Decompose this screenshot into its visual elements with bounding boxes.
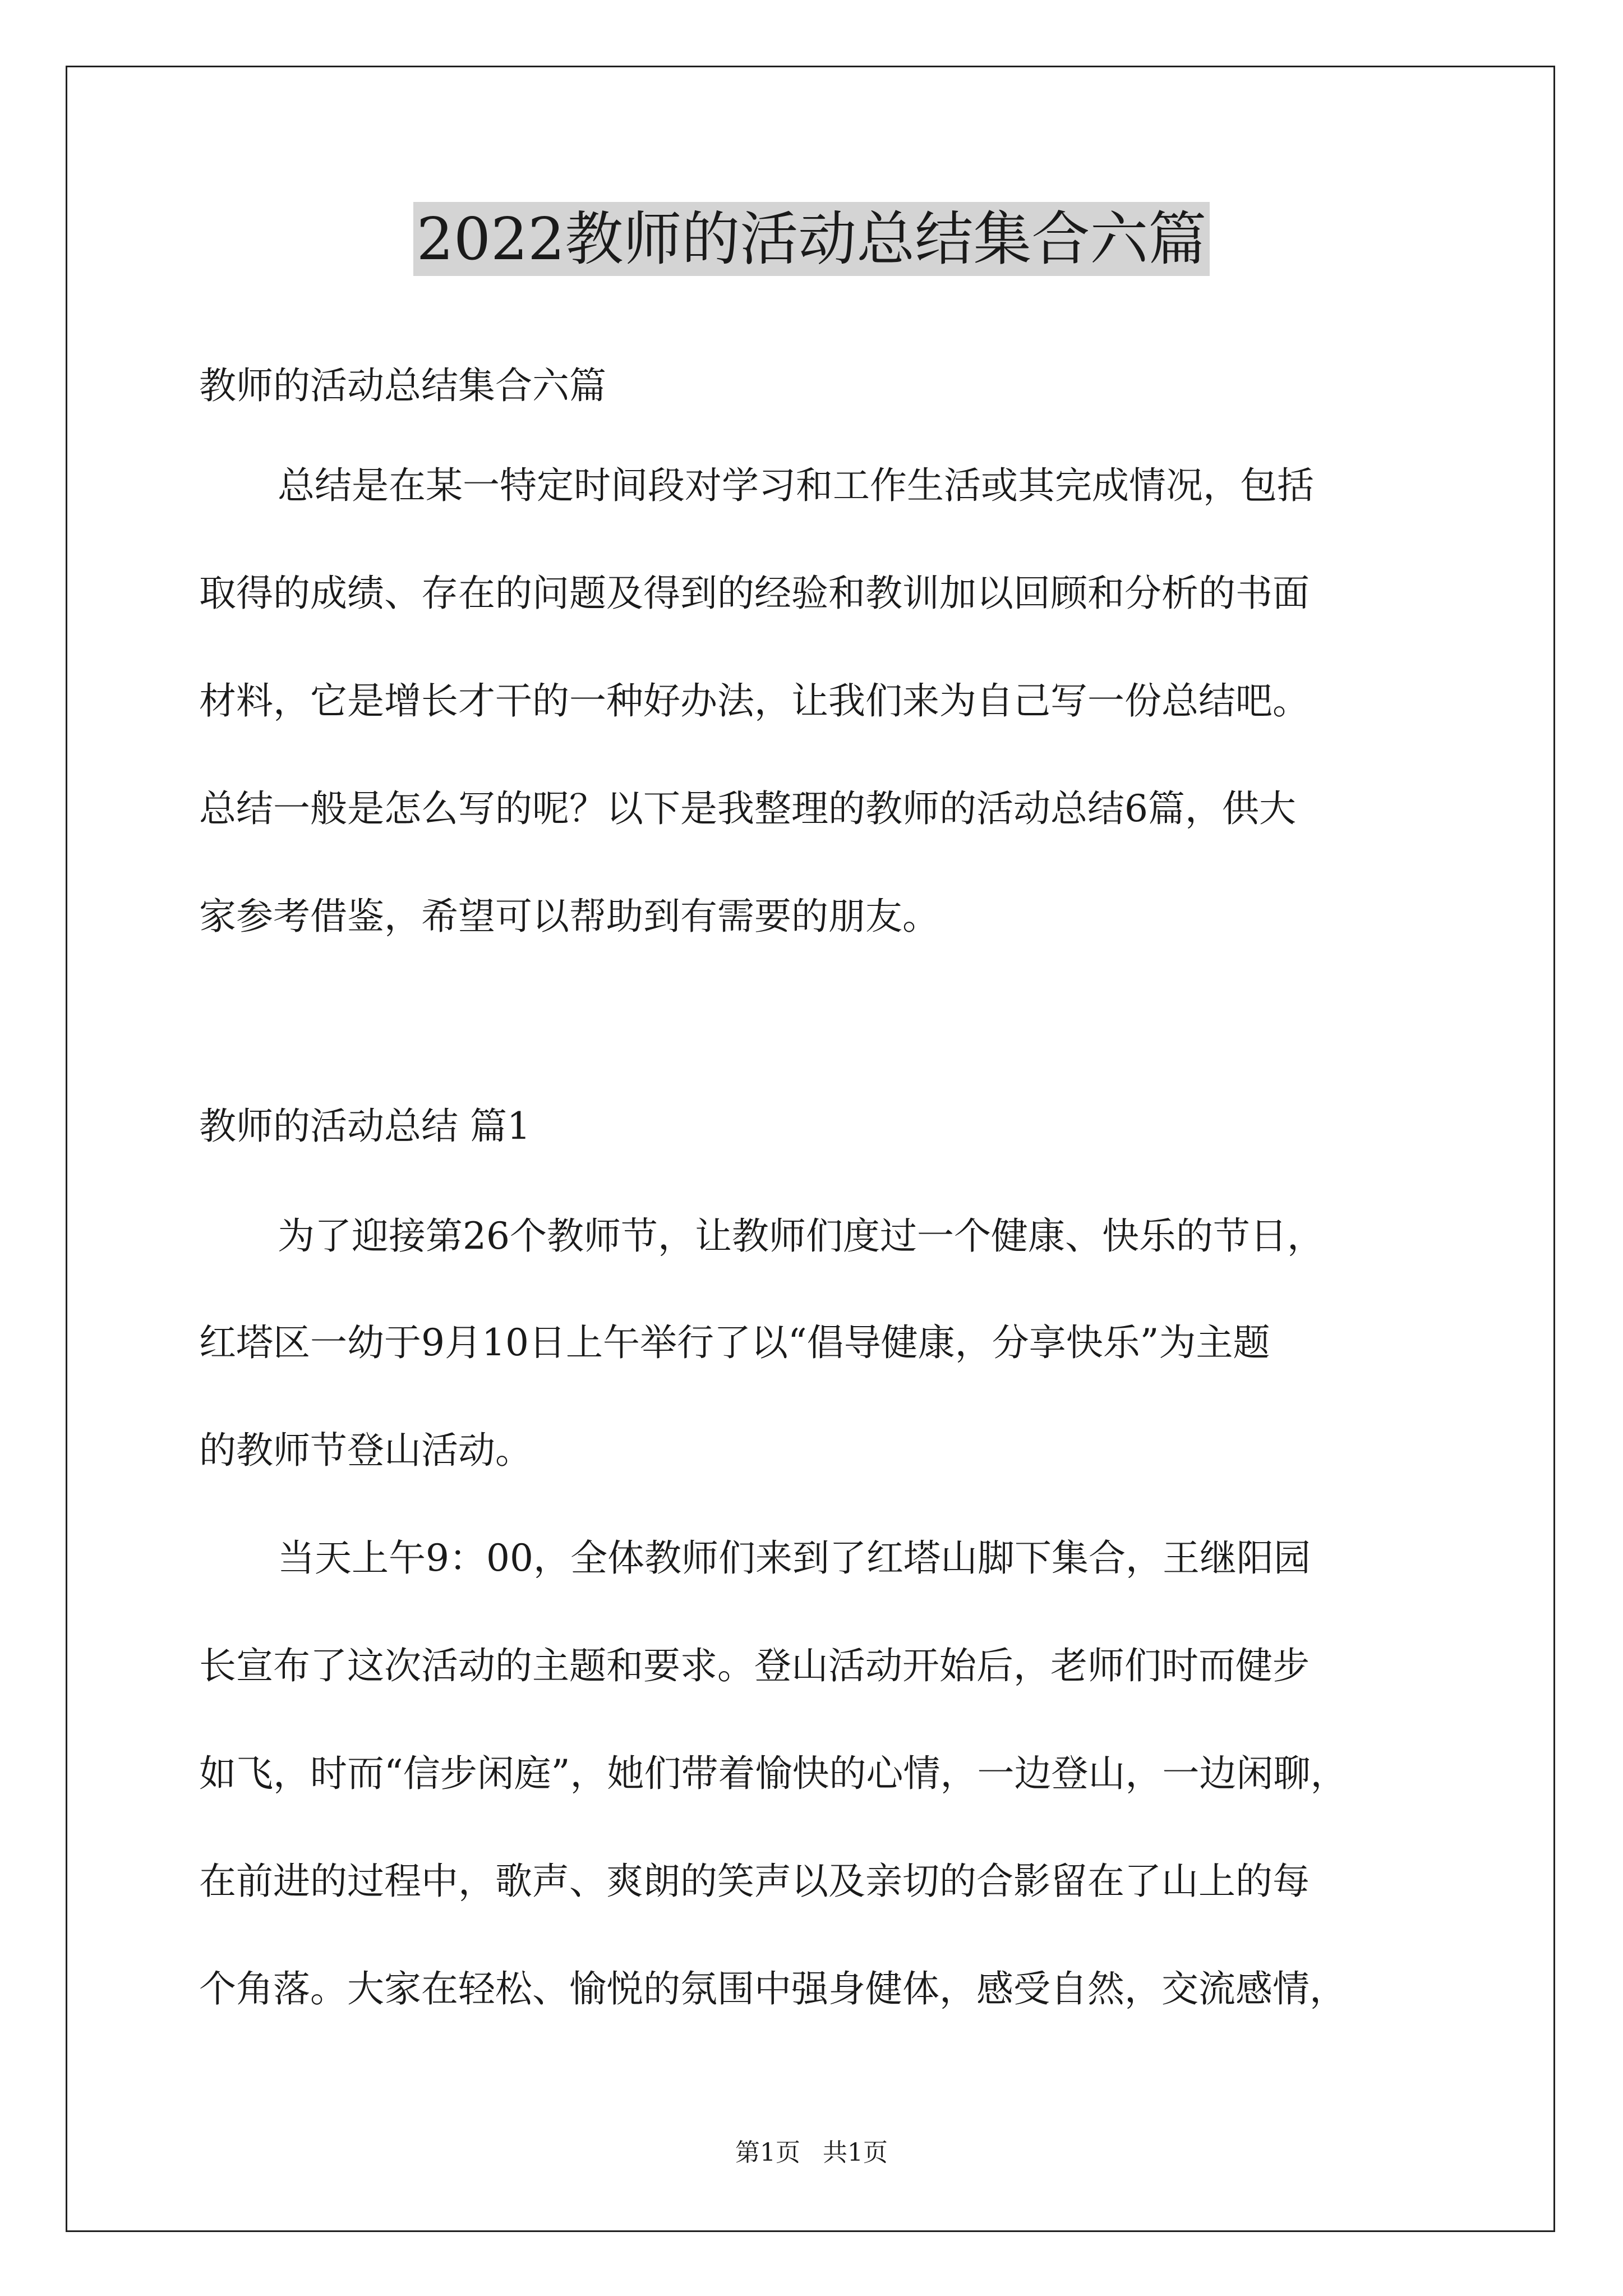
title-container: [0, 202, 1623, 276]
document-subtitle: 教师的活动总结集合六篇: [199, 364, 606, 407]
paragraph-line: 红塔区一幼于9月10日上午举行了以“倡导健康，分享快乐”为主题: [199, 1321, 1270, 1364]
paragraph-line: 总结一般是怎么写的呢？以下是我整理的教师的活动总结6篇，供大: [199, 787, 1296, 830]
document-title: 2022教师的活动总结集合六篇: [413, 202, 1210, 276]
paragraph-line: 在前进的过程中，歌声、爽朗的笑声以及亲切的合影留在了山上的每: [199, 1860, 1310, 1903]
paragraph-line: 个角落。大家在轻松、愉悦的氛围中强身健体，感受自然，交流感情，: [199, 1967, 1347, 2010]
page-total: 共1页: [823, 2138, 888, 2167]
paragraph-line: 总结是在某一特定时间段对学习和工作生活或其完成情况，包括: [278, 464, 1314, 507]
paragraph-line: 为了迎接第26个教师节，让教师们度过一个健康、快乐的节日，: [278, 1214, 1324, 1258]
paragraph-line: 材料，它是增长才干的一种好办法，让我们来为自己写一份总结吧。: [199, 679, 1310, 723]
section-heading: 教师的活动总结 篇1: [199, 1105, 531, 1148]
paragraph-line: 取得的成绩、存在的问题及得到的经验和教训加以回顾和分析的书面: [199, 572, 1310, 615]
page-footer: [0, 2137, 1623, 2169]
paragraph-line: 家参考借鉴，希望可以帮助到有需要的朋友。: [199, 895, 939, 938]
paragraph-line: 长宣布了这次活动的主题和要求。登山活动开始后，老师们时而健步: [199, 1644, 1310, 1687]
paragraph-line: 当天上午9：00，全体教师们来到了红塔山脚下集合，王继阳园: [278, 1536, 1311, 1580]
page-number: 第1页: [735, 2138, 800, 2167]
paragraph-line: 的教师节登山活动。: [199, 1429, 532, 1472]
paragraph-line: 如飞，时而“信步闲庭”，她们带着愉快的心情，一边登山，一边闲聊，: [199, 1752, 1348, 1795]
